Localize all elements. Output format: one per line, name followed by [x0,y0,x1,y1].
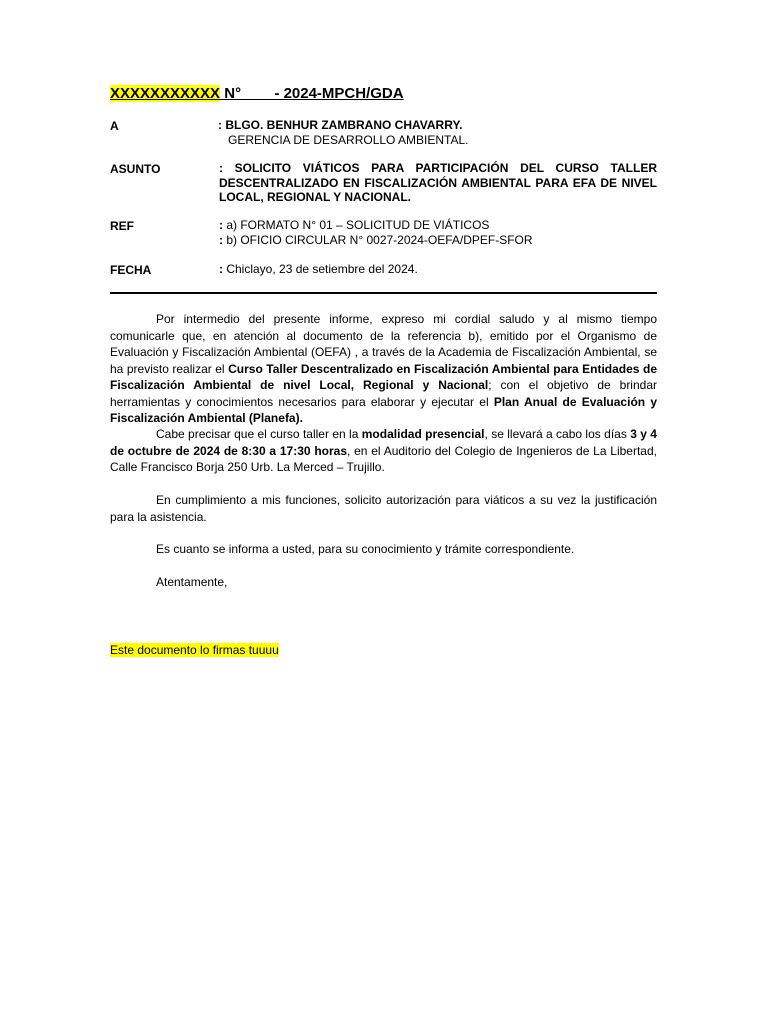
field-label-a: A [110,119,119,133]
body-paragraph-1 [110,311,657,427]
field-label-asunto: ASUNTO [110,162,161,176]
body-paragraph-2 [110,426,657,476]
ref-item-b: b) OFICIO CIRCULAR N° 0027-2024-OEFA/DPEF-SFOR [223,232,533,247]
fecha-sep: : [219,262,223,276]
p1-course-name: Curso Taller Descentralizado en Fiscalización Ambiental para Entidades de Fiscalización Ambiental de nivel Local, Regional y Nacional [110,361,657,392]
field-label-fecha: FECHA [110,263,152,277]
p5-text: Atentamente, [156,575,228,589]
body-paragraph-4 [110,541,657,558]
p1-text-a: Por intermedio del presente informe, expreso mi cordial saludo y al mismo tiempo comunicarle que, en atención al documento de la referencia b), emitido por el Organismo de Evaluación y Fiscalización Ambiental (OEFA) , a través de la Academia de Fiscalización Ambiental, se ha previsto realizar el [110,312,657,376]
p2-text-e: , en el Auditorio del Colegio de Ingenieros de La Libertad, Calle Francisco Borja 250 Urb. La Merced – Trujillo. [110,443,657,474]
recipient-department: GERENCIA DE DESARROLLO AMBIENTAL. [218,132,469,147]
signature-note-text: Este documento lo firmas tuuuu [110,643,279,657]
ref-sep-a: : [219,218,223,232]
field-value-ref [219,218,658,247]
p2-dates: 3 y 4 de octubre de 2024 de 8:30 a 17:30 horas [110,427,657,458]
p2-text-a: Cabe precisar que el curso taller en la [156,427,362,441]
p1-text-c: ; con el objetivo de brindar herramientas y conocimientos necesarios para elaborar y ejecutar el [110,378,657,409]
p2-text-c: , se llevará a cabo los días [484,427,631,441]
ref-sep-b: : [219,232,223,247]
ref-item-a: a) FORMATO N° 01 – SOLICITUD DE VIÁTICOS [223,218,490,232]
field-value-fecha [219,262,658,277]
title-number: N° - 2024-MPCH/GDA [220,85,404,102]
date-value: Chiclayo, 23 de setiembre del 2024. [223,262,418,276]
field-value-a [218,118,657,147]
recipient-name: BLGO. BENHUR ZAMBRANO CHAVARRY. [225,118,463,132]
document-title [110,85,404,102]
body-paragraph-3 [110,492,657,525]
signature-note [110,642,279,658]
closing-salutation [110,574,657,591]
a-sep: : [218,118,226,132]
subject-text: : SOLICITO VIÁTICOS PARA PARTICIPACIÓN DEL CURSO TALLER DESCENTRALIZADO EN FISCALIZACIÓN AMBIENTAL PARA EFA DE NIVEL LOCAL, REGIONAL Y NACIONAL. [219,161,657,204]
p1-plan-name: Plan Anual de Evaluación y Fiscalización Ambiental (Planefa). [110,394,657,425]
separator-line [110,292,657,294]
field-label-ref: REF [110,219,134,233]
p3-text: En cumplimiento a mis funciones, solicito autorización para viáticos a su vez la justificación para la asistencia. [110,493,657,524]
title-placeholder: XXXXXXXXXXX [110,85,221,102]
p2-modality: modalidad presencial [361,427,485,441]
p4-text: Es cuanto se informa a usted, para su conocimiento y trámite correspondiente. [156,542,575,556]
